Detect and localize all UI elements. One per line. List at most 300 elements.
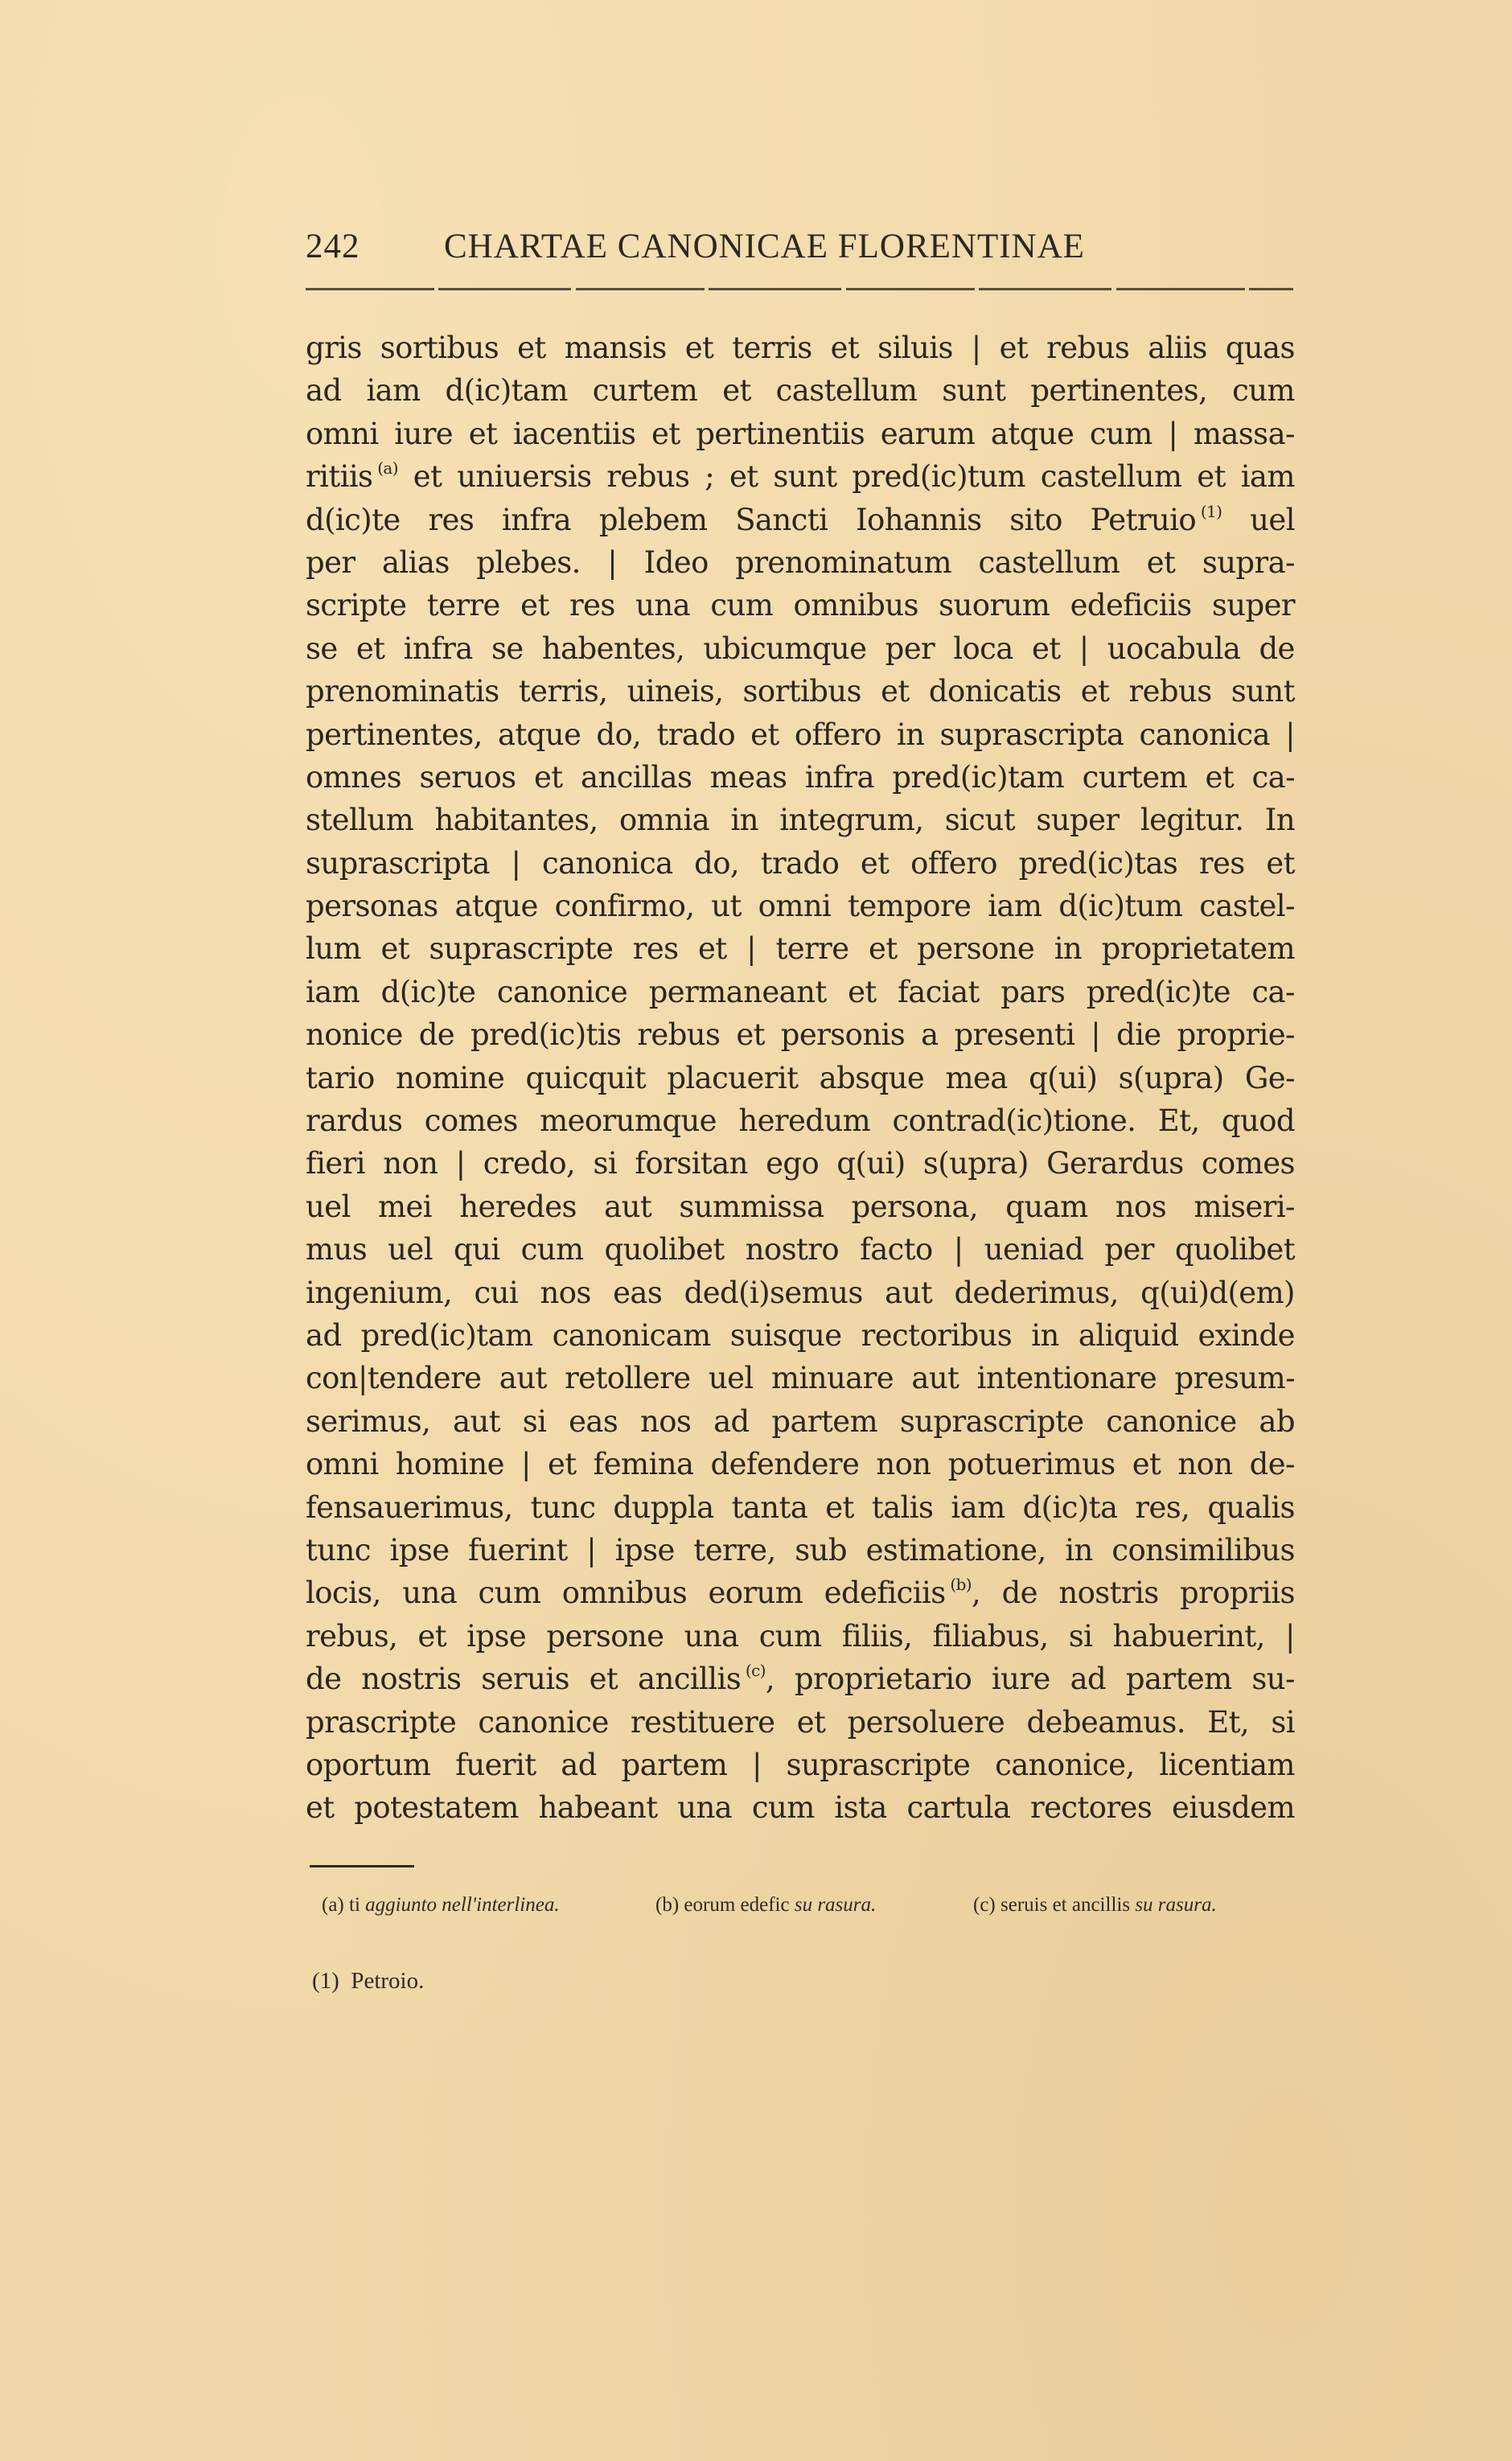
word: loca (953, 631, 1013, 666)
word: fuerint (468, 1532, 568, 1567)
word: plebem (598, 502, 708, 537)
word: de- (1249, 1447, 1295, 1482)
page-number: 242 (306, 228, 360, 265)
word: debeamus. (1026, 1704, 1185, 1740)
word: rardus (306, 1103, 403, 1139)
word: de (418, 1017, 455, 1053)
word: pred(ic)te (1086, 974, 1231, 1009)
word: aut (499, 1361, 547, 1396)
word: omnibus (793, 588, 918, 623)
word: una (402, 1576, 458, 1611)
word: rectores (1030, 1790, 1152, 1826)
running-head (306, 227, 1295, 275)
text-line (306, 584, 1295, 627)
word: de (306, 1662, 342, 1697)
word: ca- (1251, 974, 1295, 1009)
word: omnes (306, 759, 402, 795)
word: oportum (306, 1747, 431, 1782)
word: gris (306, 331, 362, 365)
word: infra (502, 502, 572, 537)
word: cum (1089, 416, 1152, 451)
word: tunc (306, 1532, 371, 1567)
word: | (511, 845, 521, 881)
word: per (306, 544, 355, 580)
word: qualis (1207, 1489, 1295, 1525)
text-line (306, 1357, 1295, 1399)
word: dederimus, (954, 1275, 1119, 1310)
word: estimatione, (865, 1532, 1046, 1567)
word: sortibus (380, 331, 499, 365)
word: potuerimus (947, 1447, 1116, 1482)
word: si (593, 1146, 618, 1181)
word: et (517, 331, 546, 365)
note-mark: (a) (322, 1894, 344, 1916)
word: cum (710, 588, 774, 623)
word: et (729, 459, 758, 495)
word: et (1132, 1447, 1161, 1482)
word: pertinentiis (696, 416, 865, 451)
word: ca- (1251, 759, 1295, 795)
word: terre (426, 588, 500, 623)
word: partem (1125, 1662, 1232, 1697)
word: castellum (978, 544, 1120, 580)
text-line (306, 1572, 1295, 1614)
word: cum (758, 1618, 822, 1654)
word: q(ui) (836, 1146, 906, 1181)
word: non (1177, 1447, 1233, 1482)
word: una (684, 1618, 739, 1654)
word: trado (656, 717, 736, 752)
footnote-rule (310, 1865, 414, 1867)
word: super (1211, 588, 1295, 623)
word: q(ui) (1029, 1060, 1098, 1095)
word: quolibet (1174, 1232, 1295, 1267)
word: canonica (542, 845, 673, 881)
word: et (520, 588, 549, 623)
word: nomine (396, 1060, 505, 1095)
word: tempore (848, 889, 972, 924)
word: ab (1259, 1403, 1295, 1439)
word: facto (860, 1232, 933, 1267)
numbered-note-1 (312, 1968, 424, 1995)
word: confirmo, (554, 889, 695, 924)
note-mark: (c) (973, 1894, 996, 1916)
word: et (848, 974, 877, 1009)
word: infra (804, 759, 874, 795)
word: pred(ic)tis (470, 1017, 622, 1053)
word: aut (453, 1403, 500, 1439)
word: plebes. (476, 544, 581, 580)
word: defendere (710, 1447, 860, 1482)
word: quolibet (604, 1232, 725, 1267)
word: offero (910, 845, 997, 881)
note-text: ti (349, 1894, 360, 1916)
word: sortibus (742, 674, 861, 709)
word: et (684, 331, 714, 365)
footnote-ref: (c) (741, 1661, 766, 1681)
note-italic: aggiunto nell'interlinea. (365, 1894, 560, 1916)
word: et (380, 931, 410, 967)
footnote-ref: (1) (1196, 501, 1222, 521)
word: et (651, 416, 680, 451)
word: suprascripte (899, 1403, 1084, 1439)
word: quod (1221, 1103, 1295, 1139)
word: si (1068, 1618, 1093, 1654)
text-line (306, 713, 1295, 756)
word: nos (540, 1275, 591, 1310)
word: suisque (729, 1317, 842, 1353)
word: terris, (518, 674, 608, 709)
word: ut (711, 889, 742, 924)
word: de (1001, 1576, 1037, 1611)
word: donicatis (928, 674, 1062, 709)
word: per (885, 631, 935, 666)
text-line (306, 627, 1295, 670)
word: pred(ic)tum (852, 459, 1025, 495)
text-line (306, 1701, 1295, 1744)
word: res (569, 588, 615, 623)
word: miseri- (1194, 1189, 1295, 1224)
text-line (306, 1615, 1295, 1658)
word: pred(ic)tas (1018, 845, 1178, 881)
word: do, (596, 717, 642, 752)
word: rebus (1046, 331, 1130, 365)
word: uel (388, 1232, 433, 1267)
word: iacentiis (512, 416, 636, 451)
word: nostris (1058, 1576, 1159, 1611)
editorial-note-c (973, 1894, 1217, 1926)
editorial-note-a (322, 1894, 655, 1926)
text-line (306, 1185, 1295, 1228)
word: et (750, 717, 779, 752)
word: cartula (906, 1790, 1011, 1826)
word: in (896, 717, 925, 752)
word: propriis (1180, 1576, 1295, 1611)
word: partem (771, 1403, 878, 1439)
word: cum (1232, 373, 1295, 409)
word: omni (306, 416, 379, 451)
word: comes (424, 1103, 518, 1139)
word: ista (834, 1790, 887, 1826)
word: et (1146, 544, 1176, 580)
word: locis, (306, 1576, 381, 1611)
word: | (520, 1447, 531, 1482)
text-line (306, 1272, 1295, 1314)
word: Ideo (643, 544, 709, 580)
word: minuare (771, 1361, 894, 1396)
word: res (1198, 845, 1245, 881)
text-line (306, 1786, 1295, 1829)
word: s(upra) (1118, 1060, 1224, 1095)
word: pred(ic)tam (892, 759, 1065, 795)
word: eorum (708, 1576, 803, 1611)
word: sub (795, 1532, 847, 1567)
word: atque (497, 717, 581, 752)
word: trado (760, 845, 840, 881)
word: proprietatem (1101, 931, 1295, 967)
word: terris (732, 331, 812, 365)
word: canonice (1106, 1403, 1237, 1439)
word: uocabula (1107, 631, 1241, 666)
word: presum- (1174, 1361, 1295, 1396)
word: ad (561, 1747, 597, 1782)
word: | (971, 331, 981, 365)
word: non (383, 1146, 438, 1181)
word: eas (613, 1275, 663, 1310)
text-line (306, 499, 1295, 541)
word: q(ui)d(em) (1140, 1275, 1295, 1310)
text-line (306, 799, 1295, 841)
word: atque (454, 889, 538, 924)
word: sunt (942, 373, 1006, 409)
word: aliquid (1078, 1317, 1179, 1353)
word: et (547, 1447, 577, 1482)
running-title: CHARTAE CANONICAE FLORENTINAE (444, 228, 1085, 265)
word: et (355, 631, 385, 666)
word: et (306, 1790, 335, 1826)
word: rebus (1128, 674, 1212, 709)
word: et (413, 459, 442, 495)
word: | (607, 544, 618, 580)
word: iam (951, 1489, 1005, 1525)
word: iam (988, 889, 1042, 924)
word: rebus (637, 1017, 721, 1053)
word: se (491, 631, 524, 666)
word: aut (911, 1361, 959, 1396)
word: si (1271, 1704, 1295, 1740)
word: nos (1115, 1189, 1167, 1224)
word: ego (766, 1146, 820, 1181)
word: ; (705, 459, 715, 495)
word: d(ic)tum (1058, 889, 1183, 924)
word: habuerint, (1112, 1618, 1265, 1654)
word: terre (775, 931, 849, 967)
footnote-ref: (b) (945, 1575, 972, 1595)
word: talis (871, 1489, 934, 1525)
word: habeant (538, 1790, 658, 1826)
text-line (306, 1057, 1295, 1099)
word: ubicumque (703, 631, 867, 666)
word: eas (569, 1403, 618, 1439)
text-line (306, 927, 1295, 970)
word: stellum (306, 803, 414, 838)
word: pertinentes, (1030, 373, 1208, 409)
word: pertinentes, (306, 717, 483, 752)
word: rebus (606, 459, 690, 495)
word: meorumque (540, 1103, 717, 1139)
word: d(ic)ta (1022, 1489, 1118, 1525)
word: a (921, 1017, 939, 1053)
word: canonice (478, 1704, 609, 1740)
text-line (306, 1486, 1295, 1529)
word: et (1031, 631, 1061, 666)
word: siluis (877, 331, 953, 365)
word: ad (306, 1317, 342, 1353)
word: summissa (679, 1189, 824, 1224)
text-line (306, 369, 1295, 412)
word: cui (474, 1275, 519, 1310)
text-line (306, 1228, 1295, 1271)
word: ipse (466, 1618, 527, 1654)
word: contrad(ic)tione. (892, 1103, 1136, 1139)
word: et (534, 759, 563, 795)
word: uel (1250, 502, 1295, 537)
text-line (306, 455, 1295, 498)
word: et (736, 1017, 765, 1053)
word: | (1285, 1618, 1295, 1654)
text-line (306, 971, 1295, 1013)
word: cum (751, 1790, 815, 1826)
word: in (1054, 931, 1083, 967)
word: et (1266, 845, 1295, 881)
word: sunt (773, 459, 837, 495)
word: supra- (1202, 544, 1295, 580)
word: restituere (631, 1704, 775, 1740)
text-line (306, 1314, 1295, 1357)
word: uineis, (627, 674, 724, 709)
word: massa- (1193, 416, 1295, 451)
word: persona, (851, 1189, 979, 1224)
word: castel- (1199, 889, 1295, 924)
word: | (953, 1232, 963, 1267)
word: die (1116, 1017, 1161, 1053)
word: tanta (731, 1489, 808, 1525)
word: ad (713, 1403, 750, 1439)
word: | (1285, 717, 1295, 752)
word: uniuersis (457, 459, 592, 495)
word: rectoribus (861, 1317, 1013, 1353)
word: et (869, 931, 898, 967)
note-text: Petroio. (351, 1968, 425, 1994)
word: permaneant (648, 974, 827, 1009)
note-italic: su rasura. (1135, 1894, 1217, 1916)
text-line (306, 1744, 1295, 1786)
word: iam (306, 974, 360, 1009)
word: et (999, 331, 1029, 365)
text-line (306, 541, 1295, 584)
word: alias (381, 544, 450, 580)
word: Ge- (1244, 1060, 1295, 1095)
main-text (306, 327, 1295, 1830)
word: exinde (1198, 1317, 1295, 1353)
word: scripte (306, 588, 407, 623)
word: suprascripte (786, 1747, 971, 1782)
word: iam (1240, 459, 1295, 495)
word: in (730, 803, 758, 838)
word: persoluere (847, 1704, 1005, 1740)
word: habentes, (541, 631, 685, 666)
word: absque (819, 1060, 925, 1095)
word: et (825, 1489, 854, 1525)
header-rule (306, 288, 1293, 290)
word: omni (758, 889, 832, 924)
word: aut (885, 1275, 933, 1310)
word: credo, (483, 1146, 576, 1181)
word: | (1168, 416, 1178, 451)
note-mark: (1) (312, 1968, 339, 1994)
word: infra (403, 631, 473, 666)
word: | (746, 931, 756, 967)
word: d(ic)te (306, 502, 401, 537)
word: ingenium, (306, 1275, 453, 1310)
word: nostris (361, 1662, 462, 1697)
text-line (306, 1013, 1295, 1056)
word: de (1259, 631, 1295, 666)
word: faciat (898, 974, 980, 1009)
word: si (522, 1403, 547, 1439)
word: cum (478, 1576, 541, 1611)
word: serimus, (306, 1403, 431, 1439)
note-mark: (b) (655, 1894, 680, 1916)
word: pred(ic)tam (360, 1317, 533, 1353)
word: ad (1070, 1662, 1107, 1697)
word: heredes (459, 1189, 577, 1224)
word: d(ic)te (380, 974, 476, 1009)
word: fuerit (455, 1747, 536, 1782)
word: castellum (775, 373, 918, 409)
word: una (677, 1790, 733, 1826)
word: et (881, 674, 910, 709)
word: se (306, 631, 338, 666)
word: femina (593, 1447, 694, 1482)
footnote-ref: (a) (372, 458, 398, 479)
word: filiabus, (932, 1618, 1049, 1654)
word: et (1080, 674, 1110, 709)
word: in (1065, 1532, 1093, 1567)
word: rebus, (306, 1618, 398, 1654)
word: ueniad (984, 1232, 1084, 1267)
text-line (306, 327, 1295, 369)
word: et (698, 931, 727, 967)
word: iam (366, 373, 421, 409)
word: canonice (496, 974, 628, 1009)
word: omnia (618, 803, 710, 838)
word: consimilibus (1111, 1532, 1295, 1567)
word: canonice, (995, 1747, 1135, 1782)
word: Sancti (735, 502, 828, 537)
word: uel (306, 1189, 351, 1224)
word: | (751, 1747, 762, 1782)
word: persone (546, 1618, 664, 1654)
word: in (1031, 1317, 1059, 1353)
word: res, (1135, 1489, 1190, 1525)
word: fensauerimus, (306, 1489, 513, 1525)
word: edeficiis $^{(b)}$, (824, 1575, 981, 1611)
word: licentiam (1159, 1747, 1295, 1782)
word: et (722, 373, 751, 409)
word: ritiis $^{(a)}$ (306, 458, 398, 495)
word: suorum (939, 588, 1050, 623)
editorial-note-b (655, 1894, 973, 1926)
word: per (1104, 1232, 1154, 1267)
word: pars (1000, 974, 1066, 1009)
text-line (306, 1142, 1295, 1185)
word: proprietario (794, 1662, 972, 1697)
word: prenominatis (306, 674, 499, 709)
text-line (306, 413, 1295, 455)
note-text: seruis et ancillis (1000, 1894, 1131, 1916)
word: personis (780, 1017, 906, 1053)
word: et (796, 1704, 826, 1740)
word: nonice (306, 1017, 403, 1053)
word: | (455, 1146, 466, 1181)
word: ancillis $^{(c)}$, (638, 1661, 775, 1697)
note-italic: su rasura. (794, 1894, 877, 1916)
text-line (306, 1658, 1295, 1700)
word: prascripte (306, 1704, 457, 1740)
word: et (589, 1662, 618, 1697)
word: placuerit (667, 1060, 799, 1095)
